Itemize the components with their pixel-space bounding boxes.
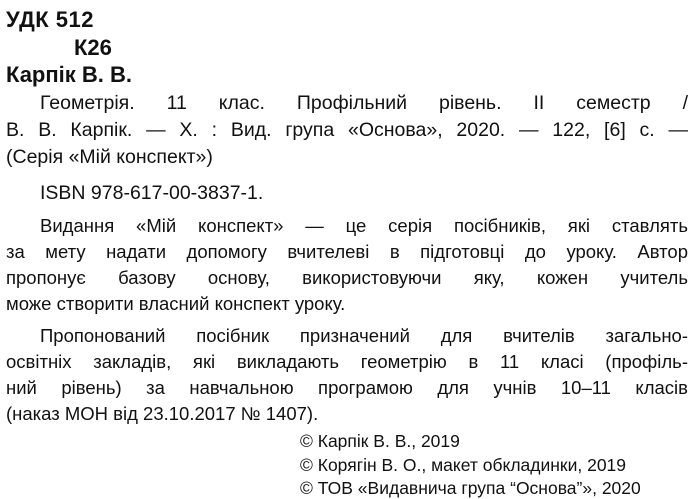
annotation-line — [6, 353, 688, 372]
annotation-line-text: Видання «Мій конспект» — це серія посібників, які ставлять — [40, 215, 688, 236]
annotation-line-text: ний рівень) за навчальною програмою для учнів 10–11 класів — [6, 377, 688, 398]
isbn: ISBN 978-617-00-3837-1. — [40, 182, 264, 204]
copyright-cover: © Корягін В. О., макет обкладинки, 2019 — [300, 455, 627, 475]
annotation-line-text: Пропонований посібник призначений для вчителів загально- — [40, 325, 688, 346]
author-mark: К26 — [74, 35, 112, 60]
bibliography-line-2 — [6, 121, 688, 141]
annotation-line — [6, 243, 688, 262]
annotation-line-text: за мету надати допомогу вчителеві в підготовці до уроку. Автор — [6, 241, 688, 262]
annotation-line: може створити власний конспект уроку. — [6, 293, 346, 314]
annotation-line — [6, 269, 688, 288]
annotation-line — [40, 217, 688, 236]
bibliography-line-1 — [40, 94, 688, 114]
bibliography-line-3: (Серія «Мій конспект») — [6, 146, 213, 168]
annotation-line: (наказ МОН від 23.10.2017 № 1407). — [6, 403, 319, 424]
annotation-line — [40, 327, 688, 346]
bibliography-line-1-text: Геометрія. 11 клас. Профільний рівень. ІІ семестр / — [40, 92, 688, 114]
bibliography-line-2-text: В. В. Карпік. — Х. : Вид. група «Основа», 2020. — 122, [6] с. — — [6, 119, 688, 141]
annotation-line-text: пропонує базову основу, використовуючи яку, кожен учитель — [6, 267, 688, 288]
annotation-line — [6, 379, 688, 398]
annotation-line-text: освітніх закладів, які викладають геометрію в 11 класі (профіль- — [6, 351, 688, 372]
udk-code: УДК 512 — [6, 7, 94, 32]
copyright-publisher: © ТОВ «Видавнича група “Основа”», 2020 — [300, 478, 641, 498]
author-heading: Карпік В. В. — [6, 62, 133, 87]
copyright-author: © Карпік В. В., 2019 — [300, 431, 460, 451]
